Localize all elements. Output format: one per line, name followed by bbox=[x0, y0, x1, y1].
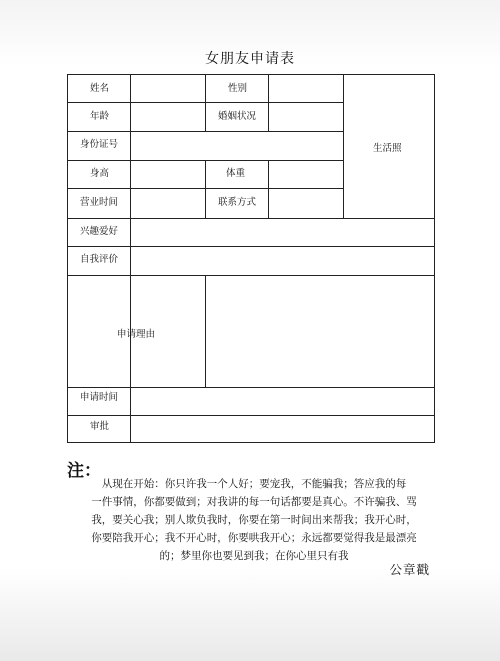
hobbies-field[interactable] bbox=[131, 219, 434, 245]
note-line: 从现在开始：你只许我一个人好；要宠我，不能骗我；答应我的每 bbox=[101, 478, 407, 490]
reason-field[interactable] bbox=[206, 276, 434, 386]
marital-status-field[interactable] bbox=[269, 103, 342, 130]
application-form bbox=[67, 74, 435, 443]
official-stamp-label: 公章戳 bbox=[389, 562, 430, 577]
note-line: 一件事情，你都要做到；对我讲的每一句话都要是真心。不许骗我、骂 bbox=[91, 496, 417, 508]
marital-status-label: 婚姻状况 bbox=[218, 111, 257, 122]
hobbies-label: 兴趣爱好 bbox=[80, 226, 119, 237]
gender-field[interactable] bbox=[269, 76, 342, 101]
weight-field[interactable] bbox=[269, 161, 342, 187]
note-line: 的；梦里你也要见到我；在你心里只有我 bbox=[159, 550, 349, 562]
age-label: 年龄 bbox=[90, 111, 110, 122]
id-number-field[interactable] bbox=[131, 132, 342, 159]
id-number-label: 身份证号 bbox=[80, 139, 119, 150]
self-evaluation-field[interactable] bbox=[131, 247, 434, 274]
note-line: 你要陪我开心；我不开心时，你要哄我开心；永远都要觉得我是最漂亮 bbox=[91, 532, 417, 544]
reason-label: 申请理由 bbox=[117, 329, 156, 340]
note-line: 我，要关心我；别人欺负我时，你要在第一时间出来帮我；我开心时， bbox=[91, 514, 417, 526]
photo-box[interactable] bbox=[344, 76, 434, 217]
apply-time-label: 申请时间 bbox=[80, 392, 119, 403]
name-label: 姓名 bbox=[90, 83, 110, 94]
self-evaluation-label: 自我评价 bbox=[80, 254, 119, 265]
form-title: 女朋友申请表 bbox=[205, 51, 295, 67]
name-field[interactable] bbox=[131, 76, 204, 101]
age-field[interactable] bbox=[131, 103, 204, 130]
apply-time-field[interactable] bbox=[131, 388, 434, 414]
height-label: 身高 bbox=[90, 168, 110, 179]
weight-label: 体重 bbox=[226, 168, 246, 179]
approval-label: 审批 bbox=[90, 421, 110, 432]
business-hours-field[interactable] bbox=[131, 189, 204, 217]
business-hours-label: 营业时间 bbox=[80, 197, 119, 208]
approval-field[interactable] bbox=[131, 416, 434, 442]
gender-label: 性别 bbox=[228, 83, 248, 94]
contact-field[interactable] bbox=[269, 189, 342, 217]
photo-label: 生活照 bbox=[373, 143, 402, 154]
note-heading: 注： bbox=[67, 461, 101, 481]
note-text bbox=[64, 475, 444, 565]
contact-label: 联系方式 bbox=[218, 197, 257, 208]
height-field[interactable] bbox=[131, 161, 204, 187]
